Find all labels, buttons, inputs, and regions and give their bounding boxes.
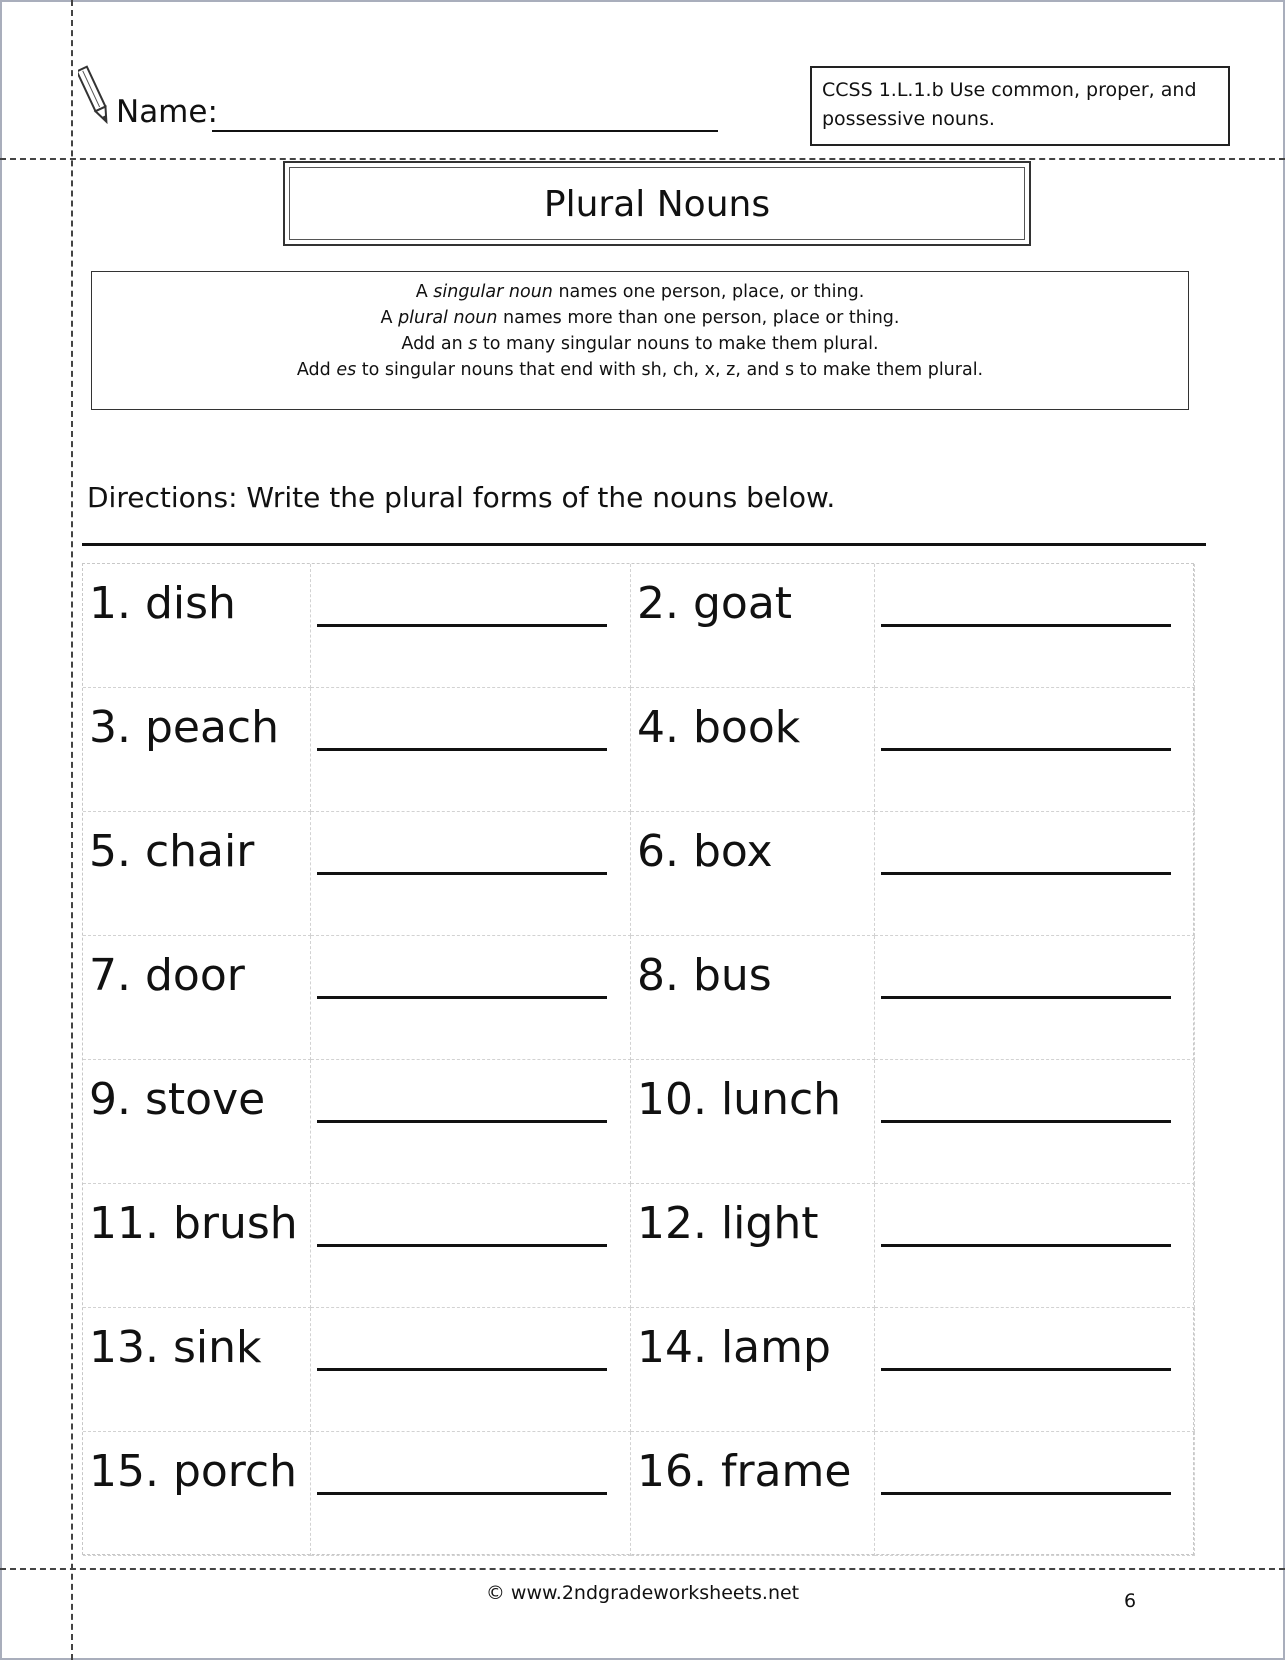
noun-item: 13. sink — [89, 1322, 262, 1373]
answer-blank[interactable] — [317, 996, 607, 999]
noun-item: 12. light — [637, 1198, 819, 1249]
answer-blank[interactable] — [881, 1492, 1171, 1495]
directions: Directions: Write the plural forms of the nouns below. — [87, 481, 836, 514]
noun-item: 14. lamp — [637, 1322, 831, 1373]
answer-cell — [311, 1184, 631, 1308]
name-blank[interactable] — [212, 130, 718, 132]
noun-item: 16. frame — [637, 1446, 852, 1497]
answer-blank[interactable] — [881, 872, 1171, 875]
def-text: A — [380, 308, 399, 328]
directions-rule — [82, 543, 1206, 546]
page-number: 6 — [1124, 1590, 1137, 1612]
def-text: to singular nouns that end with sh, ch, x, z, and s to make them plural. — [356, 360, 984, 380]
title-box — [283, 161, 1031, 246]
def-term: plural noun — [398, 308, 498, 328]
cut-line-bottom — [0, 1568, 1285, 1570]
definition-line — [92, 305, 1188, 331]
answer-blank[interactable] — [317, 1120, 607, 1123]
name-label: Name: — [116, 94, 218, 130]
def-term: s — [468, 334, 478, 354]
answer-cell — [875, 812, 1195, 936]
pencil-icon — [78, 62, 112, 130]
word-cell — [631, 1432, 875, 1556]
cut-line-top — [0, 158, 1285, 160]
answer-cell — [311, 688, 631, 812]
word-cell — [631, 1060, 875, 1184]
answer-cell — [875, 564, 1195, 688]
noun-item: 5. chair — [89, 826, 255, 877]
noun-item: 2. goat — [637, 578, 793, 629]
definition-box — [91, 271, 1189, 410]
answer-cell — [311, 564, 631, 688]
word-cell — [83, 564, 311, 688]
word-cell — [83, 1184, 311, 1308]
copyright-footer: © www.2ndgradeworksheets.net — [485, 1582, 800, 1604]
word-cell — [631, 688, 875, 812]
answer-blank[interactable] — [317, 1492, 607, 1495]
noun-grid — [82, 563, 1194, 1555]
def-text: Add an — [401, 334, 469, 354]
noun-item: 11. brush — [89, 1198, 298, 1249]
standard-box: CCSS 1.L.1.b Use common, proper, and possessive nouns. — [810, 66, 1230, 146]
answer-blank[interactable] — [317, 624, 607, 627]
answer-cell — [875, 1060, 1195, 1184]
noun-item: 1. dish — [89, 578, 236, 629]
answer-cell — [875, 936, 1195, 1060]
word-cell — [631, 1308, 875, 1432]
answer-cell — [311, 1308, 631, 1432]
def-text: names one person, place, or thing. — [552, 282, 865, 302]
answer-blank[interactable] — [881, 996, 1171, 999]
noun-item: 10. lunch — [637, 1074, 842, 1125]
def-text: names more than one person, place or thing. — [497, 308, 900, 328]
answer-blank[interactable] — [881, 1120, 1171, 1123]
answer-blank[interactable] — [317, 1244, 607, 1247]
def-text: Add — [296, 360, 337, 380]
word-cell — [631, 1184, 875, 1308]
def-term: singular noun — [433, 282, 553, 302]
answer-cell — [875, 1432, 1195, 1556]
answer-blank[interactable] — [881, 624, 1171, 627]
word-cell — [631, 936, 875, 1060]
answer-cell — [311, 936, 631, 1060]
word-cell — [83, 812, 311, 936]
answer-blank[interactable] — [317, 872, 607, 875]
answer-cell — [311, 1432, 631, 1556]
page-title: Plural Nouns — [289, 167, 1025, 240]
word-cell — [631, 812, 875, 936]
noun-item: 8. bus — [637, 950, 772, 1001]
word-cell — [631, 564, 875, 688]
answer-blank[interactable] — [317, 1368, 607, 1371]
word-cell — [83, 688, 311, 812]
word-cell — [83, 1432, 311, 1556]
noun-item: 3. peach — [89, 702, 280, 753]
word-cell — [83, 936, 311, 1060]
answer-cell — [875, 1184, 1195, 1308]
definition-line — [92, 357, 1188, 383]
cut-line-vertical — [71, 0, 73, 1660]
definition-line — [92, 331, 1188, 357]
definition-line — [92, 279, 1188, 305]
answer-blank[interactable] — [317, 748, 607, 751]
noun-item: 7. door — [89, 950, 245, 1001]
noun-item: 6. box — [637, 826, 773, 877]
answer-blank[interactable] — [881, 748, 1171, 751]
answer-cell — [875, 688, 1195, 812]
def-text: A — [415, 282, 434, 302]
answer-cell — [311, 1060, 631, 1184]
word-cell — [83, 1308, 311, 1432]
noun-item: 4. book — [637, 702, 801, 753]
def-term: es — [336, 360, 357, 380]
word-cell — [83, 1060, 311, 1184]
answer-cell — [311, 812, 631, 936]
answer-blank[interactable] — [881, 1368, 1171, 1371]
noun-item: 9. stove — [89, 1074, 266, 1125]
noun-item: 15. porch — [89, 1446, 298, 1497]
def-text: to many singular nouns to make them plural. — [477, 334, 879, 354]
answer-blank[interactable] — [881, 1244, 1171, 1247]
answer-cell — [875, 1308, 1195, 1432]
